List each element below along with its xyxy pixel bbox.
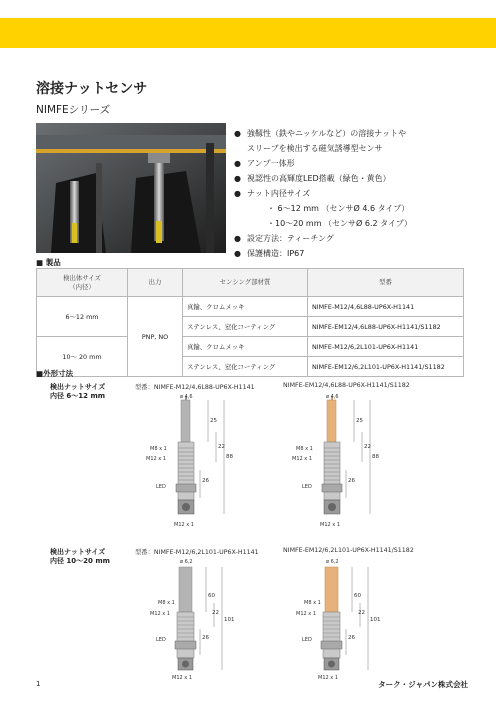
dim-length-1: 25 [356, 418, 363, 424]
sensor-body [176, 396, 196, 514]
dim-diameter: ø 6,2 [326, 559, 339, 565]
led-label: LED [302, 484, 312, 490]
col-material: センシング部材質 [183, 269, 308, 297]
cell-size: 10～ 20 mm [37, 337, 128, 377]
dim-length-2: 22 [364, 444, 371, 450]
dim-length-1: 25 [210, 418, 217, 424]
products-heading: ■ 製品 [36, 258, 61, 267]
sensor-body [175, 567, 196, 670]
cell-material: 真鍮、クロムメッキ [183, 297, 308, 317]
dim-length-3: 88 [226, 454, 233, 460]
sensor-body [321, 567, 342, 670]
thread-label: M8 x 1 [296, 446, 313, 452]
header-band [0, 18, 496, 48]
model-label: NIMFE-EM12/6,2L101-UP6X-H1141/S1182 [283, 547, 414, 554]
table-header-row [37, 269, 464, 297]
thread-label: M12 x 1 [146, 456, 166, 462]
feature-item: ● アンプ一体形 [232, 156, 472, 171]
thread-label: M8 x 1 [304, 600, 321, 606]
company-name: ターク・ジャパン株式会社 [378, 680, 468, 689]
product-table [36, 268, 464, 377]
led-label: LED [156, 637, 166, 643]
bullet-icon: ● [234, 249, 241, 258]
sensor-drawing-1-right [292, 392, 406, 530]
dim-length-4: 26 [202, 478, 209, 484]
feature-subitem: ・ 6～12 mm （センサØ 4.6 タイプ） [267, 204, 410, 213]
feature-list [232, 126, 472, 261]
bullet-icon: ● [234, 234, 241, 243]
feature-item: ● 保護構造：IP67 [232, 246, 472, 261]
dimension-lines [200, 567, 222, 670]
cell-model: NIMFE-EM12/6,2L101-UP6X-H1141/S1182 [308, 357, 464, 377]
dim-length-2: 22 [218, 444, 225, 450]
dim-length-4: 26 [348, 635, 355, 641]
thread-label: M8 x 1 [150, 446, 167, 452]
cell-model: NIMFE-EM12/4,6L88-UP6X-H1141/S1182 [308, 317, 464, 337]
cell-model: NIMFE-M12/4,6L88-UP6X-H1141 [308, 297, 464, 317]
connector-label: M12 x 1 [172, 675, 192, 681]
feature-item: ● 設定方法：ティーチング [232, 231, 472, 246]
dim-diameter: ø 4,6 [180, 394, 193, 400]
led-label: LED [302, 637, 312, 643]
thread-label: M8 x 1 [158, 600, 175, 606]
sensor-body [322, 396, 342, 514]
cell-material: ステンレス、窒化コーティング [183, 357, 308, 377]
dim-diameter: ø 6,2 [180, 559, 193, 565]
connector-label: M12 x 1 [320, 522, 340, 528]
cell-output: PNP, NO [128, 297, 183, 377]
cell-material: 真鍮、クロムメッキ [183, 337, 308, 357]
cell-model: NIMFE-M12/6,2L101-UP6X-H1141 [308, 337, 464, 357]
cell-size: 6～12 mm [37, 297, 128, 337]
feature-item: ● 視認性の高輝度LED搭載（緑色・黄色） [232, 171, 472, 186]
dimension-lines [346, 567, 368, 670]
dim-length-2: 22 [358, 610, 365, 616]
led-label: LED [156, 484, 166, 490]
feature-item: ● ナット内径サイズ [232, 186, 472, 201]
thread-label: M12 x 1 [150, 611, 170, 617]
page-subtitle: NIMFEシリーズ [36, 104, 111, 116]
sensor-drawing-1-left [146, 392, 260, 530]
model-label: NIMFE-EM12/4,6L88-UP6X-H1141/S1182 [283, 382, 410, 389]
feature-subitem: ・10～20 mm （センサØ 6.2 タイプ） [267, 219, 412, 228]
table-row [37, 337, 464, 357]
col-model: 型番 [308, 269, 464, 297]
model-label: 型番：NIMFE-M12/6,2L101-UP6X-H1141 [135, 549, 259, 556]
dim-group-label: 検出ナットサイズ 内径 6～12 mm [50, 383, 106, 400]
feature-item: スリーブを検出する磁気誘導型センサ [247, 144, 383, 153]
dim-group-label: 検出ナットサイズ 内径 10～20 mm [50, 548, 110, 565]
dim-length-4: 26 [348, 478, 355, 484]
page-number: 1 [36, 680, 41, 688]
connector-label: M12 x 1 [174, 522, 194, 528]
bullet-icon: ● [234, 174, 241, 183]
cell-material: ステンレス、窒化コーティング [183, 317, 308, 337]
thread-label: M12 x 1 [296, 611, 316, 617]
bullet-icon: ● [234, 159, 241, 168]
product-photo-illustration [36, 123, 226, 253]
dim-length-1: 60 [354, 593, 361, 599]
dim-diameter: ø 4,6 [326, 394, 339, 400]
table-row [37, 297, 464, 317]
dim-length-3: 101 [370, 617, 381, 623]
col-output: 出力 [128, 269, 183, 297]
feature-item: ● 強靱性（鉄やニッケルなど）の溶接ナットや [232, 126, 472, 141]
dim-length-4: 26 [202, 635, 209, 641]
sensor-drawing-2-right [296, 557, 406, 681]
thread-label: M12 x 1 [292, 456, 312, 462]
page-title: 溶接ナットセンサ [36, 81, 148, 97]
connector-label: M12 x 1 [318, 675, 338, 681]
model-label: 型番：NIMFE-M12/4,6L88-UP6X-H1141 [135, 384, 255, 391]
dimensions-heading: ■外形寸法 [36, 369, 74, 378]
bullet-icon: ● [234, 189, 241, 198]
col-size: 検出体サイズ （内径） [37, 269, 128, 297]
dim-length-3: 88 [372, 454, 379, 460]
dim-length-1: 60 [208, 593, 215, 599]
bullet-icon: ● [234, 129, 241, 138]
dim-length-2: 22 [212, 610, 219, 616]
sensor-drawing-2-left [150, 557, 260, 681]
dim-length-3: 101 [224, 617, 235, 623]
product-photo [36, 123, 226, 253]
